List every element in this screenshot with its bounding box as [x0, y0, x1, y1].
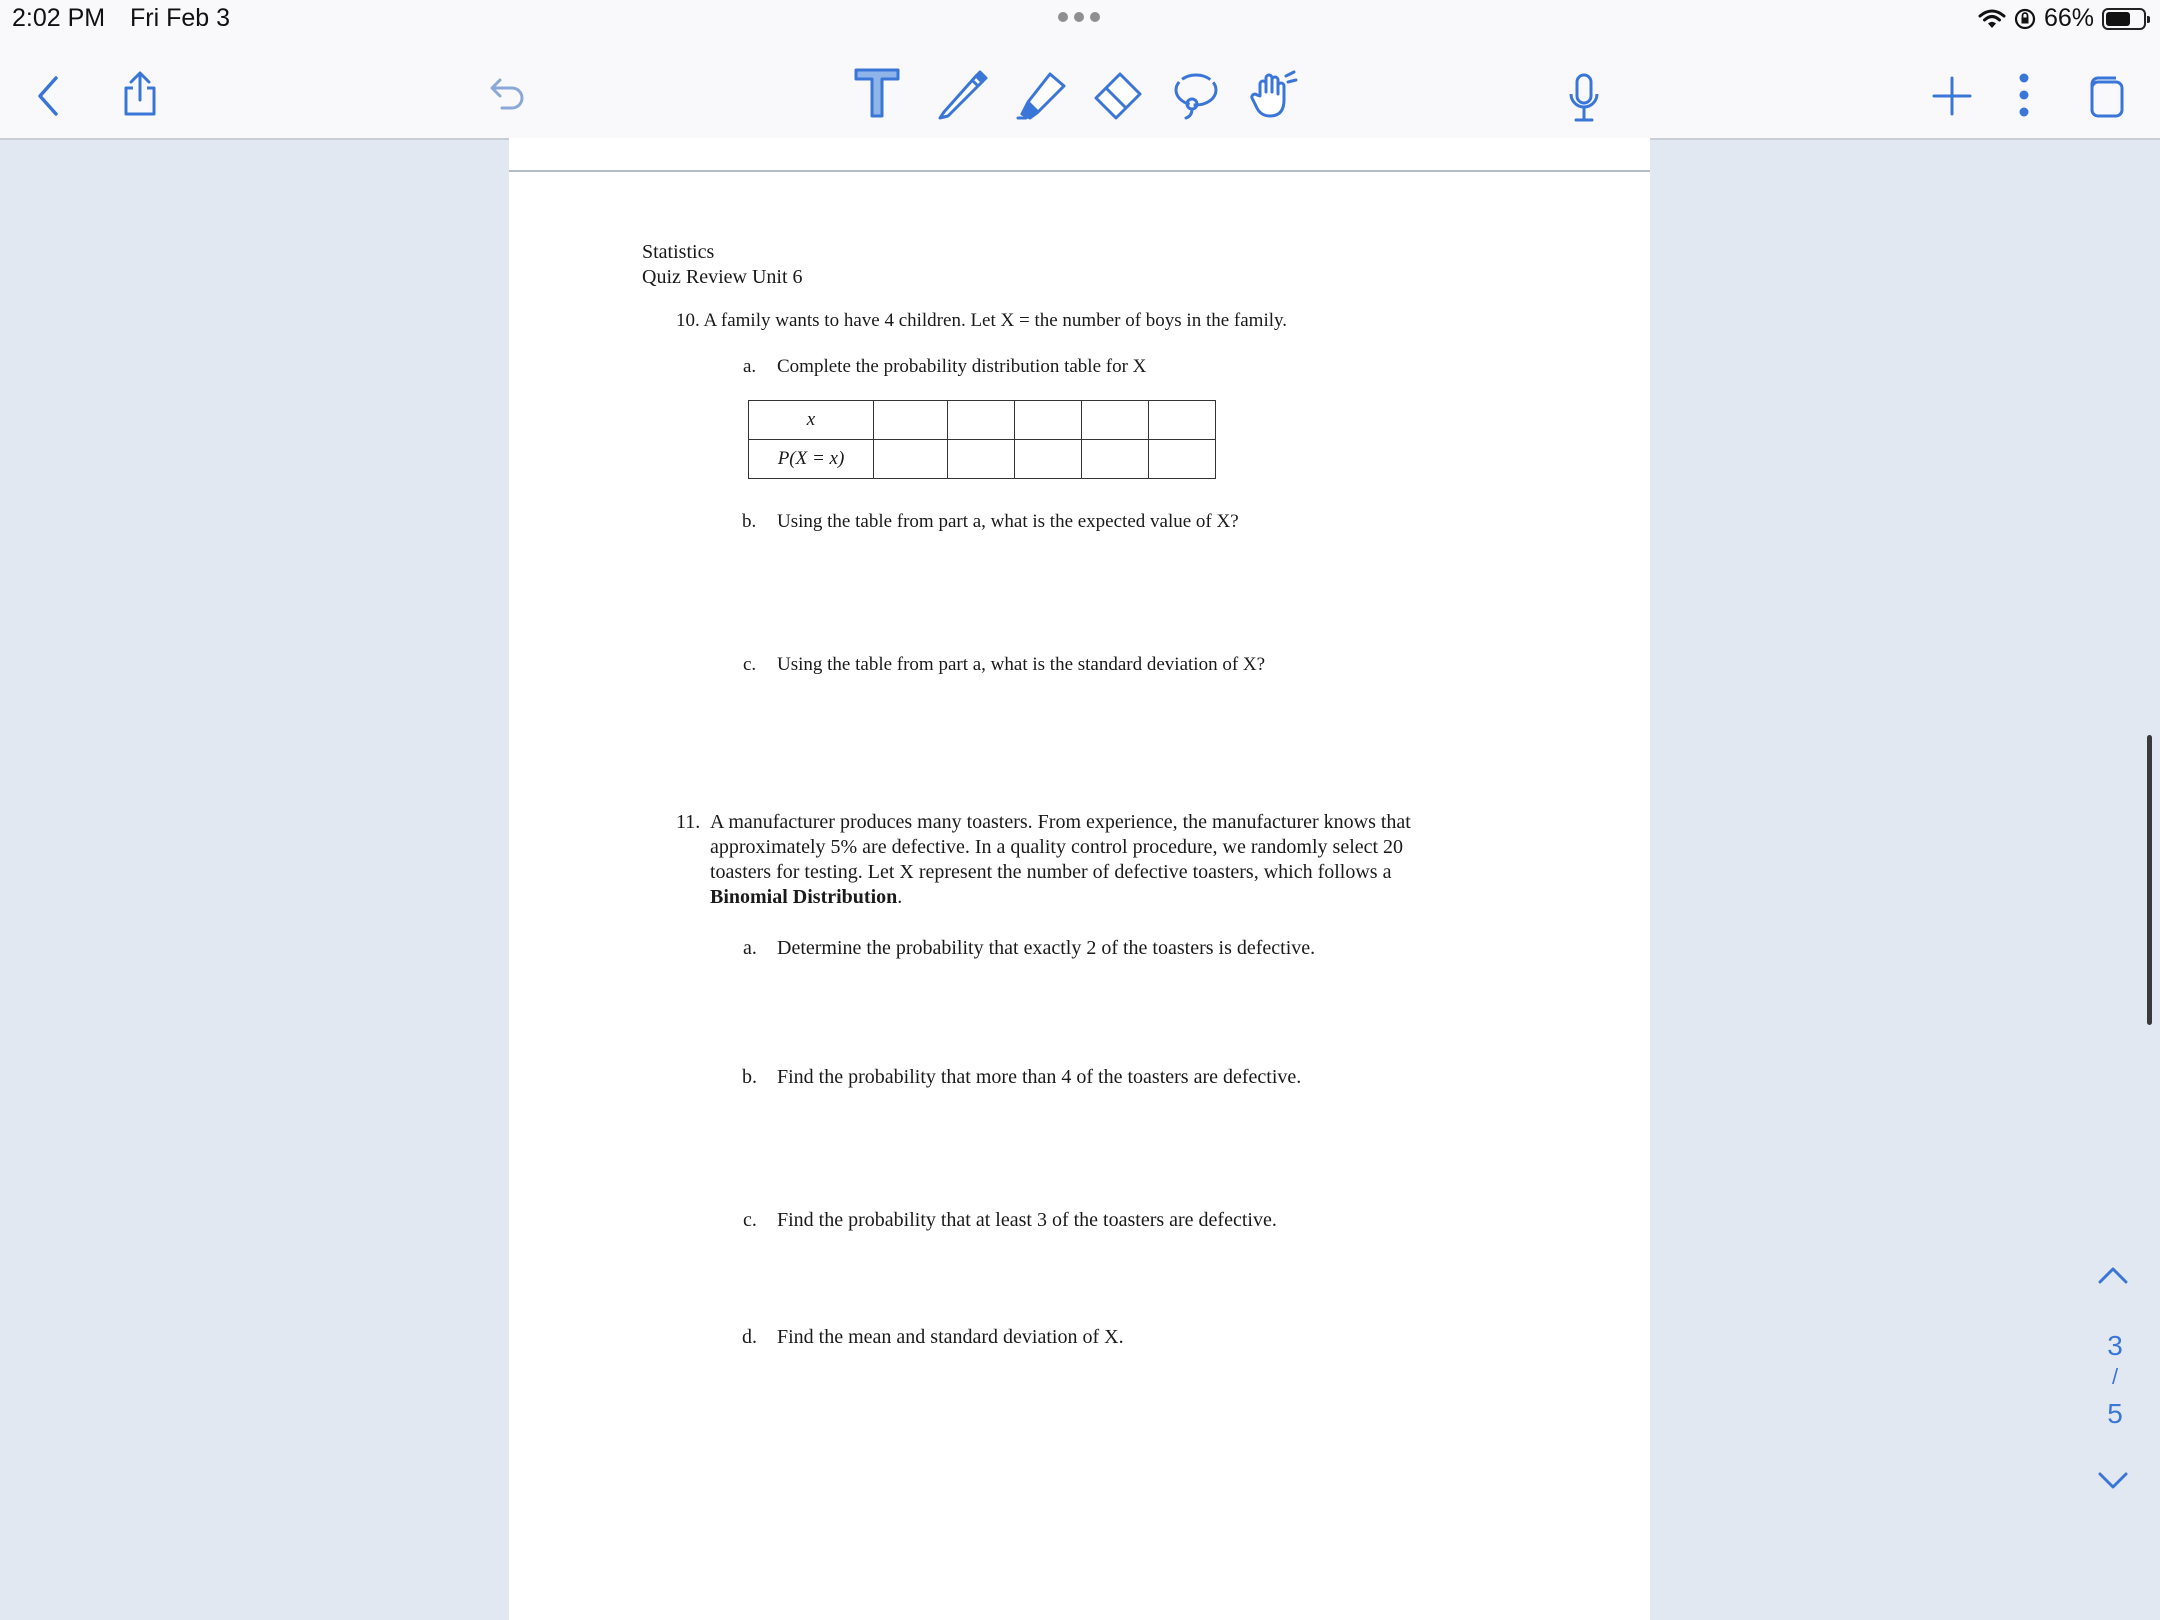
pages-icon[interactable]	[2084, 74, 2128, 120]
q11d-label: d.	[742, 1326, 757, 1348]
table-cell[interactable]	[1149, 440, 1216, 479]
table-cell[interactable]	[948, 440, 1015, 479]
battery-icon	[2102, 8, 2146, 30]
table-header-x: x	[749, 401, 874, 440]
table-header-px: P(X = x)	[749, 440, 874, 479]
q11-binomial-bold: Binomial Distribution	[710, 886, 898, 908]
q11-line3: toasters for testing. Let X represent the number of defective toasters, which follows a	[710, 861, 1392, 883]
text-tool-icon[interactable]	[852, 66, 902, 120]
status-time: 2:02 PM	[12, 4, 106, 32]
worksheet	[509, 138, 1650, 1620]
page-separator: /	[2111, 1364, 2119, 1389]
q11-line4-end: .	[897, 886, 903, 908]
status-date: Fri Feb 3	[130, 4, 231, 32]
q11-line4	[710, 885, 902, 910]
highlighter-icon[interactable]	[1012, 68, 1072, 122]
share-icon[interactable]	[120, 70, 160, 118]
top-bar	[0, 0, 2160, 140]
probability-table[interactable]	[748, 400, 1216, 479]
table-cell[interactable]	[1082, 401, 1149, 440]
scrollbar[interactable]	[2147, 735, 2152, 1025]
q11b-label: b.	[742, 1066, 757, 1088]
table-cell[interactable]	[948, 401, 1015, 440]
document-page[interactable]	[509, 138, 1650, 1620]
undo-icon[interactable]	[488, 76, 528, 112]
table-cell[interactable]	[1015, 440, 1082, 479]
wifi-icon	[1978, 8, 2006, 30]
orientation-lock-icon	[2014, 8, 2036, 30]
q11d-text: Find the mean and standard deviation of X.	[777, 1326, 1124, 1348]
status-right	[1978, 4, 2146, 33]
q11a-text: Determine the probability that exactly 2 of the toasters is defective.	[777, 937, 1316, 959]
course-title: Statistics	[642, 241, 715, 263]
microphone-icon[interactable]	[1566, 72, 1602, 124]
q11a-label: a.	[743, 937, 757, 959]
page-current: 3	[2107, 1330, 2123, 1361]
q10b-label: b.	[742, 511, 757, 532]
q10c-text: Using the table from part a, what is the standard deviation of X?	[777, 654, 1266, 675]
q11c-text: Find the probability that at least 3 of the toasters are defective.	[777, 1209, 1277, 1231]
multitask-dots-icon[interactable]	[1058, 12, 1100, 22]
table-cell[interactable]	[874, 401, 948, 440]
table-cell[interactable]	[1015, 401, 1082, 440]
table-cell[interactable]	[1149, 401, 1216, 440]
q10a-label: a.	[743, 356, 757, 377]
page-up-icon[interactable]	[2096, 1264, 2130, 1291]
q10-text: 10. A family wants to have 4 children. Let X = the number of boys in the family.	[676, 310, 1288, 331]
q10c-label: c.	[743, 654, 757, 675]
q11-line1: A manufacturer produces many toasters. From experience, the manufacturer knows that	[710, 811, 1411, 833]
unit-title: Quiz Review Unit 6	[642, 266, 803, 288]
q11-number: 11.	[676, 811, 701, 833]
q11c-label: c.	[743, 1209, 757, 1231]
more-icon[interactable]	[2018, 72, 2030, 118]
page-down-icon[interactable]	[2096, 1470, 2130, 1497]
table-cell[interactable]	[874, 440, 948, 479]
page-total: 5	[2107, 1398, 2123, 1429]
hand-icon[interactable]	[1250, 70, 1298, 120]
q10b-text: Using the table from part a, what is the expected value of X?	[777, 511, 1239, 532]
pen-icon[interactable]	[934, 68, 990, 122]
q10a-text: Complete the probability distribution table for X	[777, 356, 1147, 377]
back-icon[interactable]	[36, 74, 62, 118]
q11-line2: approximately 5% are defective. In a quality control procedure, we randomly select 20	[710, 836, 1404, 858]
lasso-icon[interactable]	[1170, 70, 1222, 122]
eraser-icon[interactable]	[1090, 68, 1146, 122]
table-cell[interactable]	[1082, 440, 1149, 479]
battery-percent: 66%	[2043, 4, 2094, 32]
q11b-text: Find the probability that more than 4 of the toasters are defective.	[777, 1066, 1302, 1088]
add-icon[interactable]	[1930, 74, 1974, 118]
